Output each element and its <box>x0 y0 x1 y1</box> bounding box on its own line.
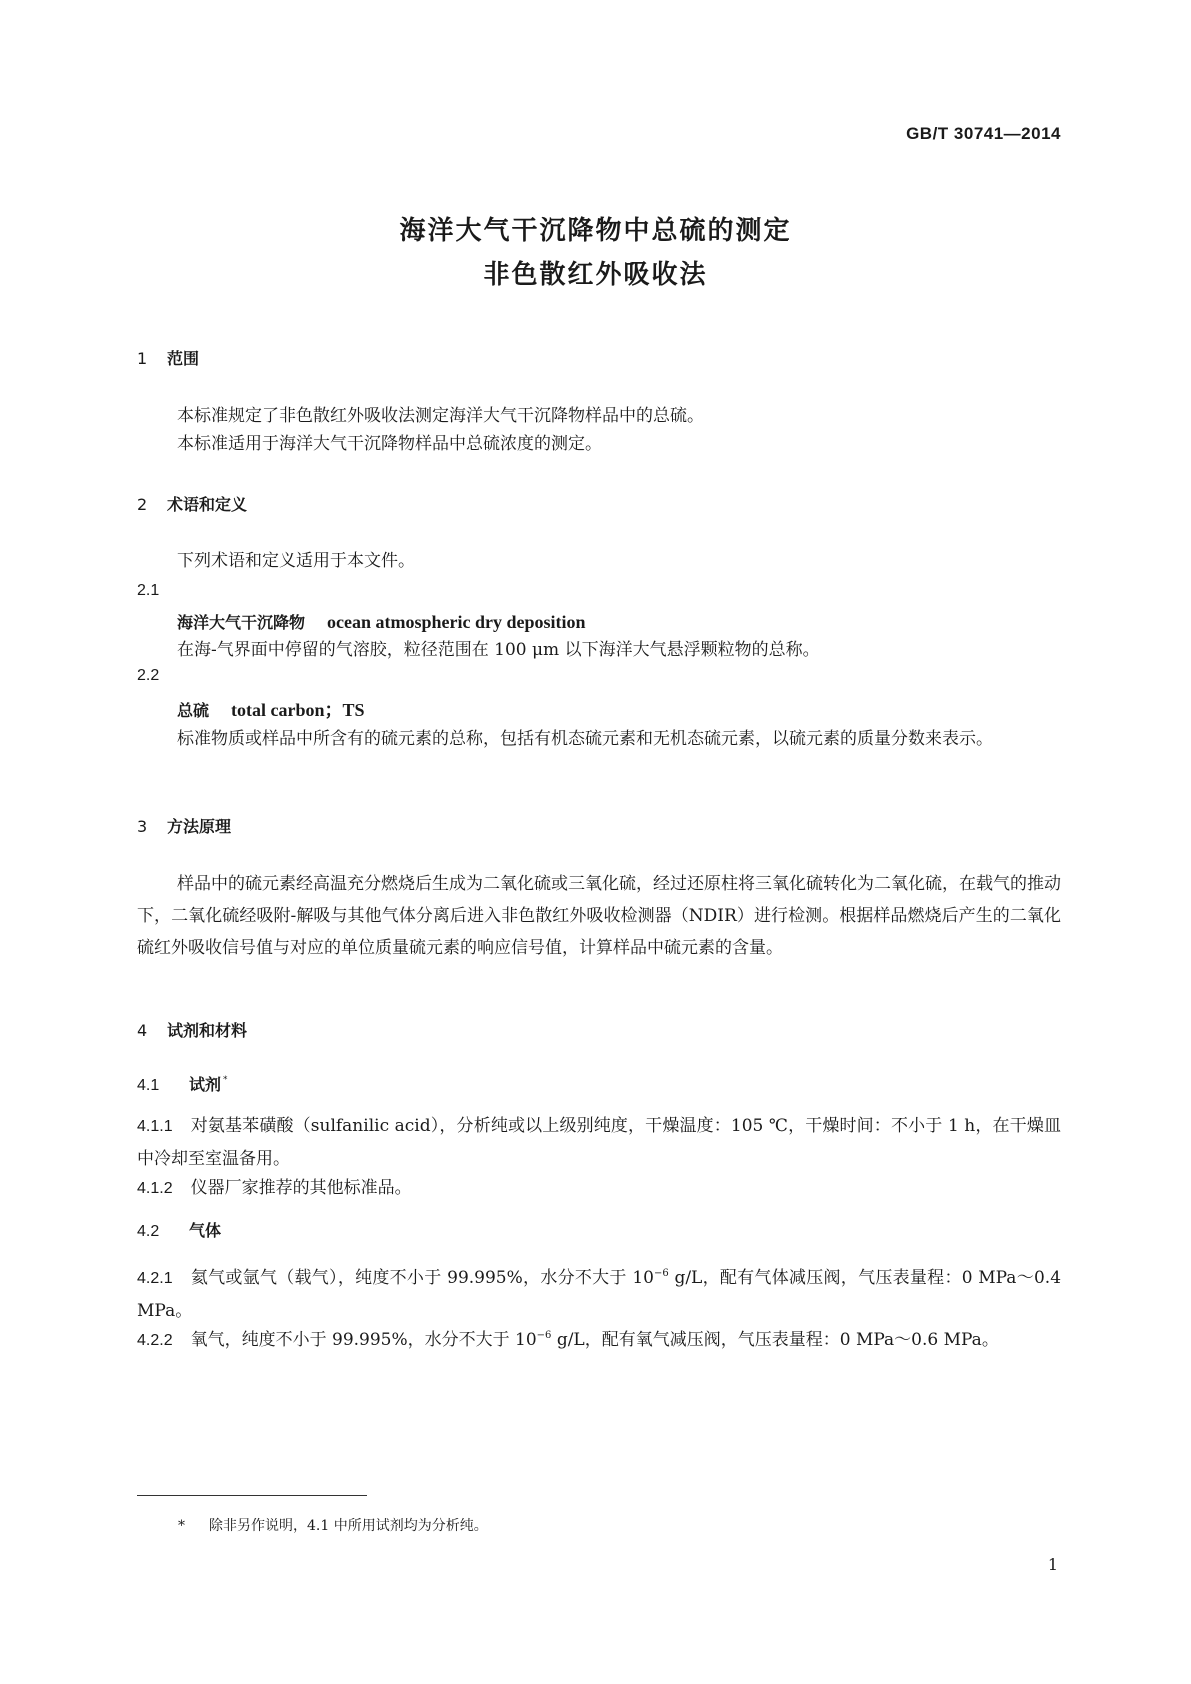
document-title: 海洋大气干沉降物中总硫的测定 <box>399 216 792 246</box>
subsection-title: 气体 <box>189 1221 222 1240</box>
clause-4-1-2 <box>137 1172 1061 1205</box>
section-2-intro: 下列术语和定义适用于本文件。 <box>177 551 415 571</box>
page-number: 1 <box>1047 1555 1058 1574</box>
clause-number: 4.2.1 <box>137 1270 173 1287</box>
subsection-number: 4.1 <box>137 1077 160 1094</box>
term-zh: 总硫 <box>177 701 210 720</box>
clause-text-cont: g/L，配有氧气减压阀，气压表量程：0 MPa～0.6 MPa。 <box>551 1330 999 1350</box>
section-number: 3 <box>137 817 148 836</box>
section-2-heading <box>137 492 247 515</box>
footnote <box>178 1515 488 1535</box>
clause-4-1-1 <box>137 1110 1061 1175</box>
footnote-reference: * <box>223 1075 228 1085</box>
term-2-2-number: 2.2 <box>137 667 160 684</box>
section-3-heading <box>137 814 231 837</box>
section-title: 范围 <box>167 349 200 368</box>
standard-code: GB/T 30741—2014 <box>906 124 1061 143</box>
subsection-4-1-heading <box>137 1072 228 1095</box>
footnote-mark: * <box>178 1518 185 1534</box>
term-2-1-number: 2.1 <box>137 582 160 599</box>
section-title: 术语和定义 <box>167 495 248 514</box>
section-number: 4 <box>137 1021 148 1040</box>
subsection-number: 4.2 <box>137 1223 160 1240</box>
document-subtitle: 非色散红外吸收法 <box>483 260 708 290</box>
footnote-separator <box>137 1495 367 1496</box>
term-en: ocean atmospheric dry deposition <box>327 612 586 632</box>
term-zh: 海洋大气干沉降物 <box>177 613 306 632</box>
clause-text: 氦气或氩气（载气），纯度不小于 99.995%，水分不大于 10 <box>190 1268 655 1288</box>
section-1-paragraph-1: 本标准规定了非色散红外吸收法测定海洋大气干沉降物样品中的总硫。 <box>177 406 704 426</box>
clause-number: 4.2.2 <box>137 1332 173 1349</box>
section-3-paragraph: 样品中的硫元素经高温充分燃烧后生成为二氧化硫或三氧化硫，经过还原柱将三氧化硫转化为二氧化硫，在载气的推动下，二氧化硫经吸附-解吸与其他气体分离后进入非色散红外吸收检测器（NDIR）进行检测。根据样品燃烧后产生的二氧化硫红外吸收信号值与对应的单位质量硫元素的响应信号值，计算样品中硫元素的含量。 <box>137 874 1061 958</box>
term-2-2-definition: 标准物质或样品中所含有的硫元素的总称，包括有机态硫元素和无机态硫元素，以硫元素的质量分数来表示。 <box>177 729 993 749</box>
clause-number: 4.1.1 <box>137 1118 173 1135</box>
clause-4-2-2 <box>137 1320 1061 1357</box>
section-title: 试剂和材料 <box>167 1021 248 1040</box>
footnote-text: 除非另作说明，4.1 中所用试剂均为分析纯。 <box>209 1518 488 1534</box>
section-1-heading <box>137 346 199 369</box>
term-en: total carbon；TS <box>231 700 365 720</box>
clause-number: 4.1.2 <box>137 1180 173 1197</box>
exponent: −6 <box>536 1330 552 1341</box>
section-number: 2 <box>137 495 148 514</box>
clause-text: 氧气，纯度不小于 99.995%，水分不大于 10 <box>190 1330 537 1350</box>
subsection-title: 试剂 <box>189 1075 222 1094</box>
section-title: 方法原理 <box>167 817 232 836</box>
section-1-paragraph-2: 本标准适用于海洋大气干沉降物样品中总硫浓度的测定。 <box>177 434 602 454</box>
clause-4-2-1 <box>137 1258 1061 1327</box>
clause-text: 仪器厂家推荐的其他标准品。 <box>190 1178 412 1198</box>
clause-text: 对氨基苯磺酸（sulfanilic acid），分析纯或以上级别纯度，干燥温度：105 ℃，干燥时间：不小于 1 h，在干燥皿中冷却至室温备用。 <box>137 1116 1061 1169</box>
term-2-1-title <box>177 610 586 633</box>
term-2-2-title <box>177 696 365 722</box>
section-4-heading <box>137 1018 247 1041</box>
subsection-4-2-heading <box>137 1218 221 1241</box>
exponent: −6 <box>654 1268 669 1279</box>
term-2-1-definition: 在海-气界面中停留的气溶胶，粒径范围在 100 μm 以下海洋大气悬浮颗粒物的总称。 <box>177 640 820 660</box>
section-number: 1 <box>137 349 148 368</box>
clause-text-cont: g/L，配有气体减压阀，气压表量程：0 MPa～0.4 MPa。 <box>137 1268 1062 1321</box>
